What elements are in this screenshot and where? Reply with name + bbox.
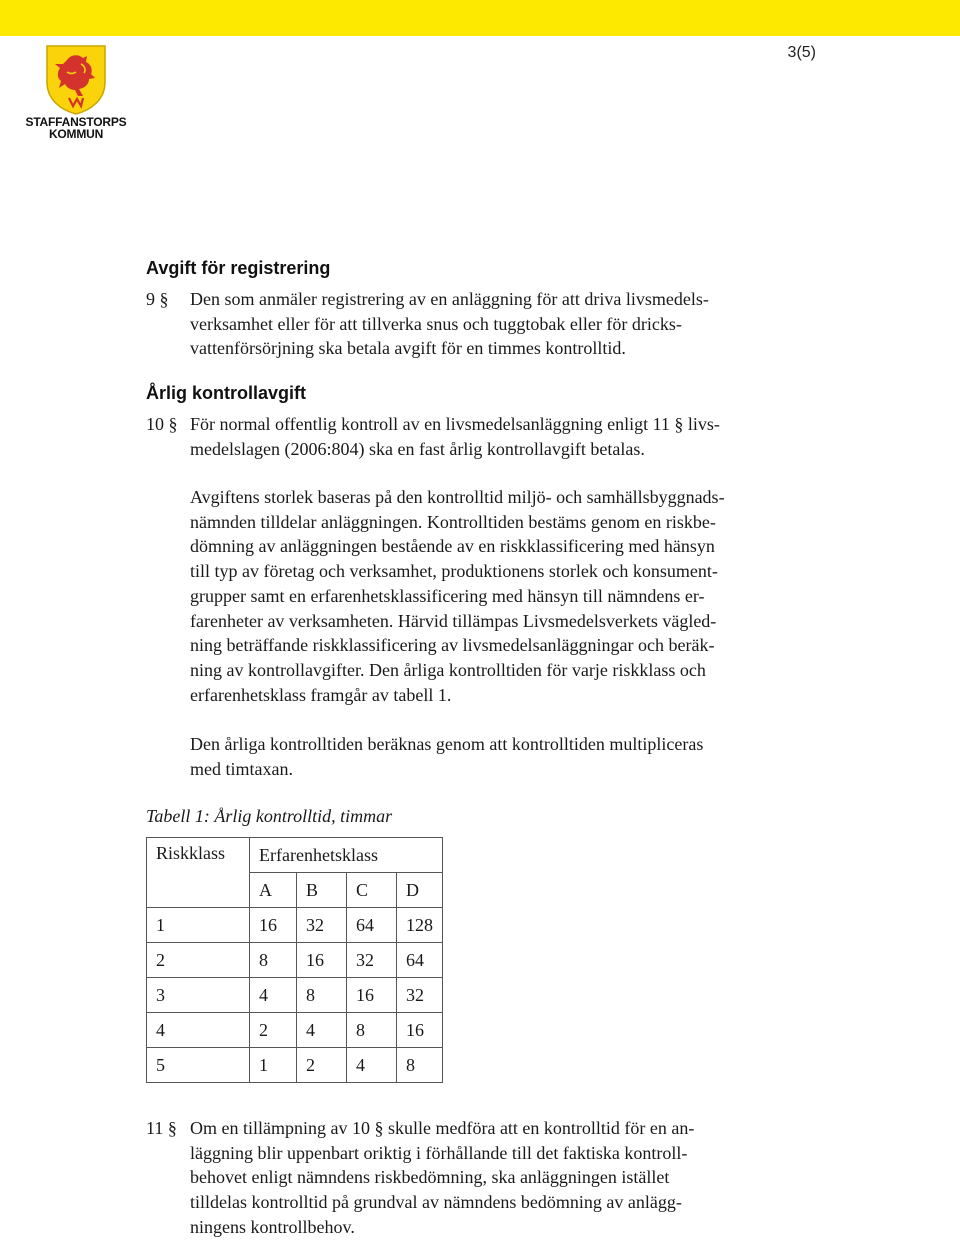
table-cell: 8	[250, 943, 297, 978]
text-line: medelslagen (2006:804) ska en fast årlig kontrollavgift betalas.	[190, 438, 645, 459]
top-color-bar	[0, 0, 960, 36]
table-cell: 128	[397, 908, 443, 943]
table-cell: 32	[347, 943, 397, 978]
table-cell: 64	[397, 943, 443, 978]
control-time-table	[146, 837, 443, 1083]
text-line: nämnden tilldelar anläggningen. Kontrolltiden bestäms genom en riskbe-	[190, 511, 716, 532]
coat-of-arms-icon	[45, 44, 107, 116]
table-cell: 1	[250, 1048, 297, 1083]
logo-text-line2: KOMMUN	[48, 127, 104, 141]
table-cell: 16	[397, 1013, 443, 1048]
text-line: ningens kontrollbehov.	[190, 1216, 355, 1237]
table-caption: Tabell 1: Årlig kontrolltid, timmar	[146, 806, 393, 826]
logo-text-line1: STAFFANSTORPS	[25, 115, 127, 129]
table-cell: 8	[397, 1048, 443, 1083]
table-cell: 8	[297, 978, 347, 1013]
table-row	[147, 978, 443, 1013]
text-line: grupper samt en erfarenhetsklassificering med hänsyn till nämndens er-	[190, 585, 705, 606]
page-number: 3(5)	[787, 44, 816, 61]
table-row	[147, 943, 443, 978]
text-line: vattenförsörjning ska betala avgift för en timmes kontrolltid.	[190, 338, 626, 359]
paragraph-10-calculation	[190, 732, 703, 781]
text-line: tilldelas kontrolltid på grundval av nämndens bedömning av anlägg-	[190, 1192, 682, 1213]
table-cell: 16	[347, 978, 397, 1013]
table-cell: 32	[397, 978, 443, 1013]
table-row	[147, 1048, 443, 1083]
paragraph-9-text	[190, 287, 709, 361]
heading-annual-control-fee: Årlig kontrollavgift	[146, 383, 307, 403]
table-cell: 16	[297, 943, 347, 978]
text-line: behovet enligt nämndens riskbedömning, ska anläggningen istället	[190, 1167, 670, 1188]
text-line: ning beträffande riskklassificering av livsmedelsanläggningar och beräk-	[190, 635, 715, 656]
text-line: Avgiftens storlek baseras på den kontrolltid miljö- och samhällsbyggnads-	[190, 487, 725, 507]
paragraph-number-10: 10 §	[146, 414, 178, 434]
heading-registration-fee: Avgift för registrering	[146, 258, 331, 278]
table-cell: 2	[297, 1048, 347, 1083]
text-line: För normal offentlig kontroll av en livsmedelsanläggning enligt 11 § livs-	[190, 414, 720, 434]
column-header-cell: A	[250, 873, 297, 908]
table-cell: 64	[347, 908, 397, 943]
table-cell: 4	[250, 978, 297, 1013]
table-cell: 32	[297, 908, 347, 943]
text-line: farenheter av verksamheten. Härvid tillämpas Livsmedelsverkets vägled-	[190, 610, 717, 631]
column-header-cell: C	[347, 873, 397, 908]
text-line: till typ av företag och verksamhet, produktionens storlek och konsument-	[190, 561, 718, 582]
text-line: ning av kontrollavgifter. Den årliga kontrolltiden för varje riskklass och	[190, 659, 706, 680]
column-header-cell: D	[397, 873, 443, 908]
table-cell: 4	[297, 1013, 347, 1048]
row-header-cell: Riskklass	[147, 838, 250, 908]
paragraph-number-11: 11 §	[146, 1118, 177, 1138]
table-row	[147, 1013, 443, 1048]
table-cell: 8	[347, 1013, 397, 1048]
table-cell: 2	[147, 943, 250, 978]
table-cell: 5	[147, 1048, 250, 1083]
text-line: läggning blir uppenbart oriktig i förhållande till det faktiska kontroll-	[190, 1142, 688, 1163]
text-line: Om en tillämpning av 10 § skulle medföra att en kontrolltid för en an-	[190, 1118, 695, 1138]
text-line: verksamhet eller för att tillverka snus och tuggtobak eller för dricks-	[190, 313, 682, 334]
text-line: Den årliga kontrolltiden beräknas genom att kontrolltiden multipliceras	[190, 734, 704, 754]
paragraph-10-text	[190, 412, 720, 461]
text-line: med timtaxan.	[190, 758, 293, 779]
municipality-logo	[24, 44, 128, 148]
text-line: dömning av anläggningen bestående av en riskklassificering med hänsyn	[190, 536, 715, 557]
paragraph-number-9: 9 §	[146, 289, 169, 309]
table-cell: 3	[147, 978, 250, 1013]
column-header-cell: B	[297, 873, 347, 908]
paragraph-10-fee-basis	[190, 485, 725, 707]
column-group-header-cell: Erfarenhetsklass	[250, 838, 443, 873]
table-cell: 2	[250, 1013, 297, 1048]
paragraph-11-text	[190, 1116, 694, 1240]
text-line: erfarenhetsklass framgår av tabell 1.	[190, 684, 452, 705]
table-row	[147, 908, 443, 943]
table-cell: 16	[250, 908, 297, 943]
table-cell: 1	[147, 908, 250, 943]
text-line: Den som anmäler registrering av en anläggning för att driva livsmedels-	[190, 289, 709, 309]
table-header-row	[147, 838, 443, 873]
table-cell: 4	[147, 1013, 250, 1048]
table-cell: 4	[347, 1048, 397, 1083]
